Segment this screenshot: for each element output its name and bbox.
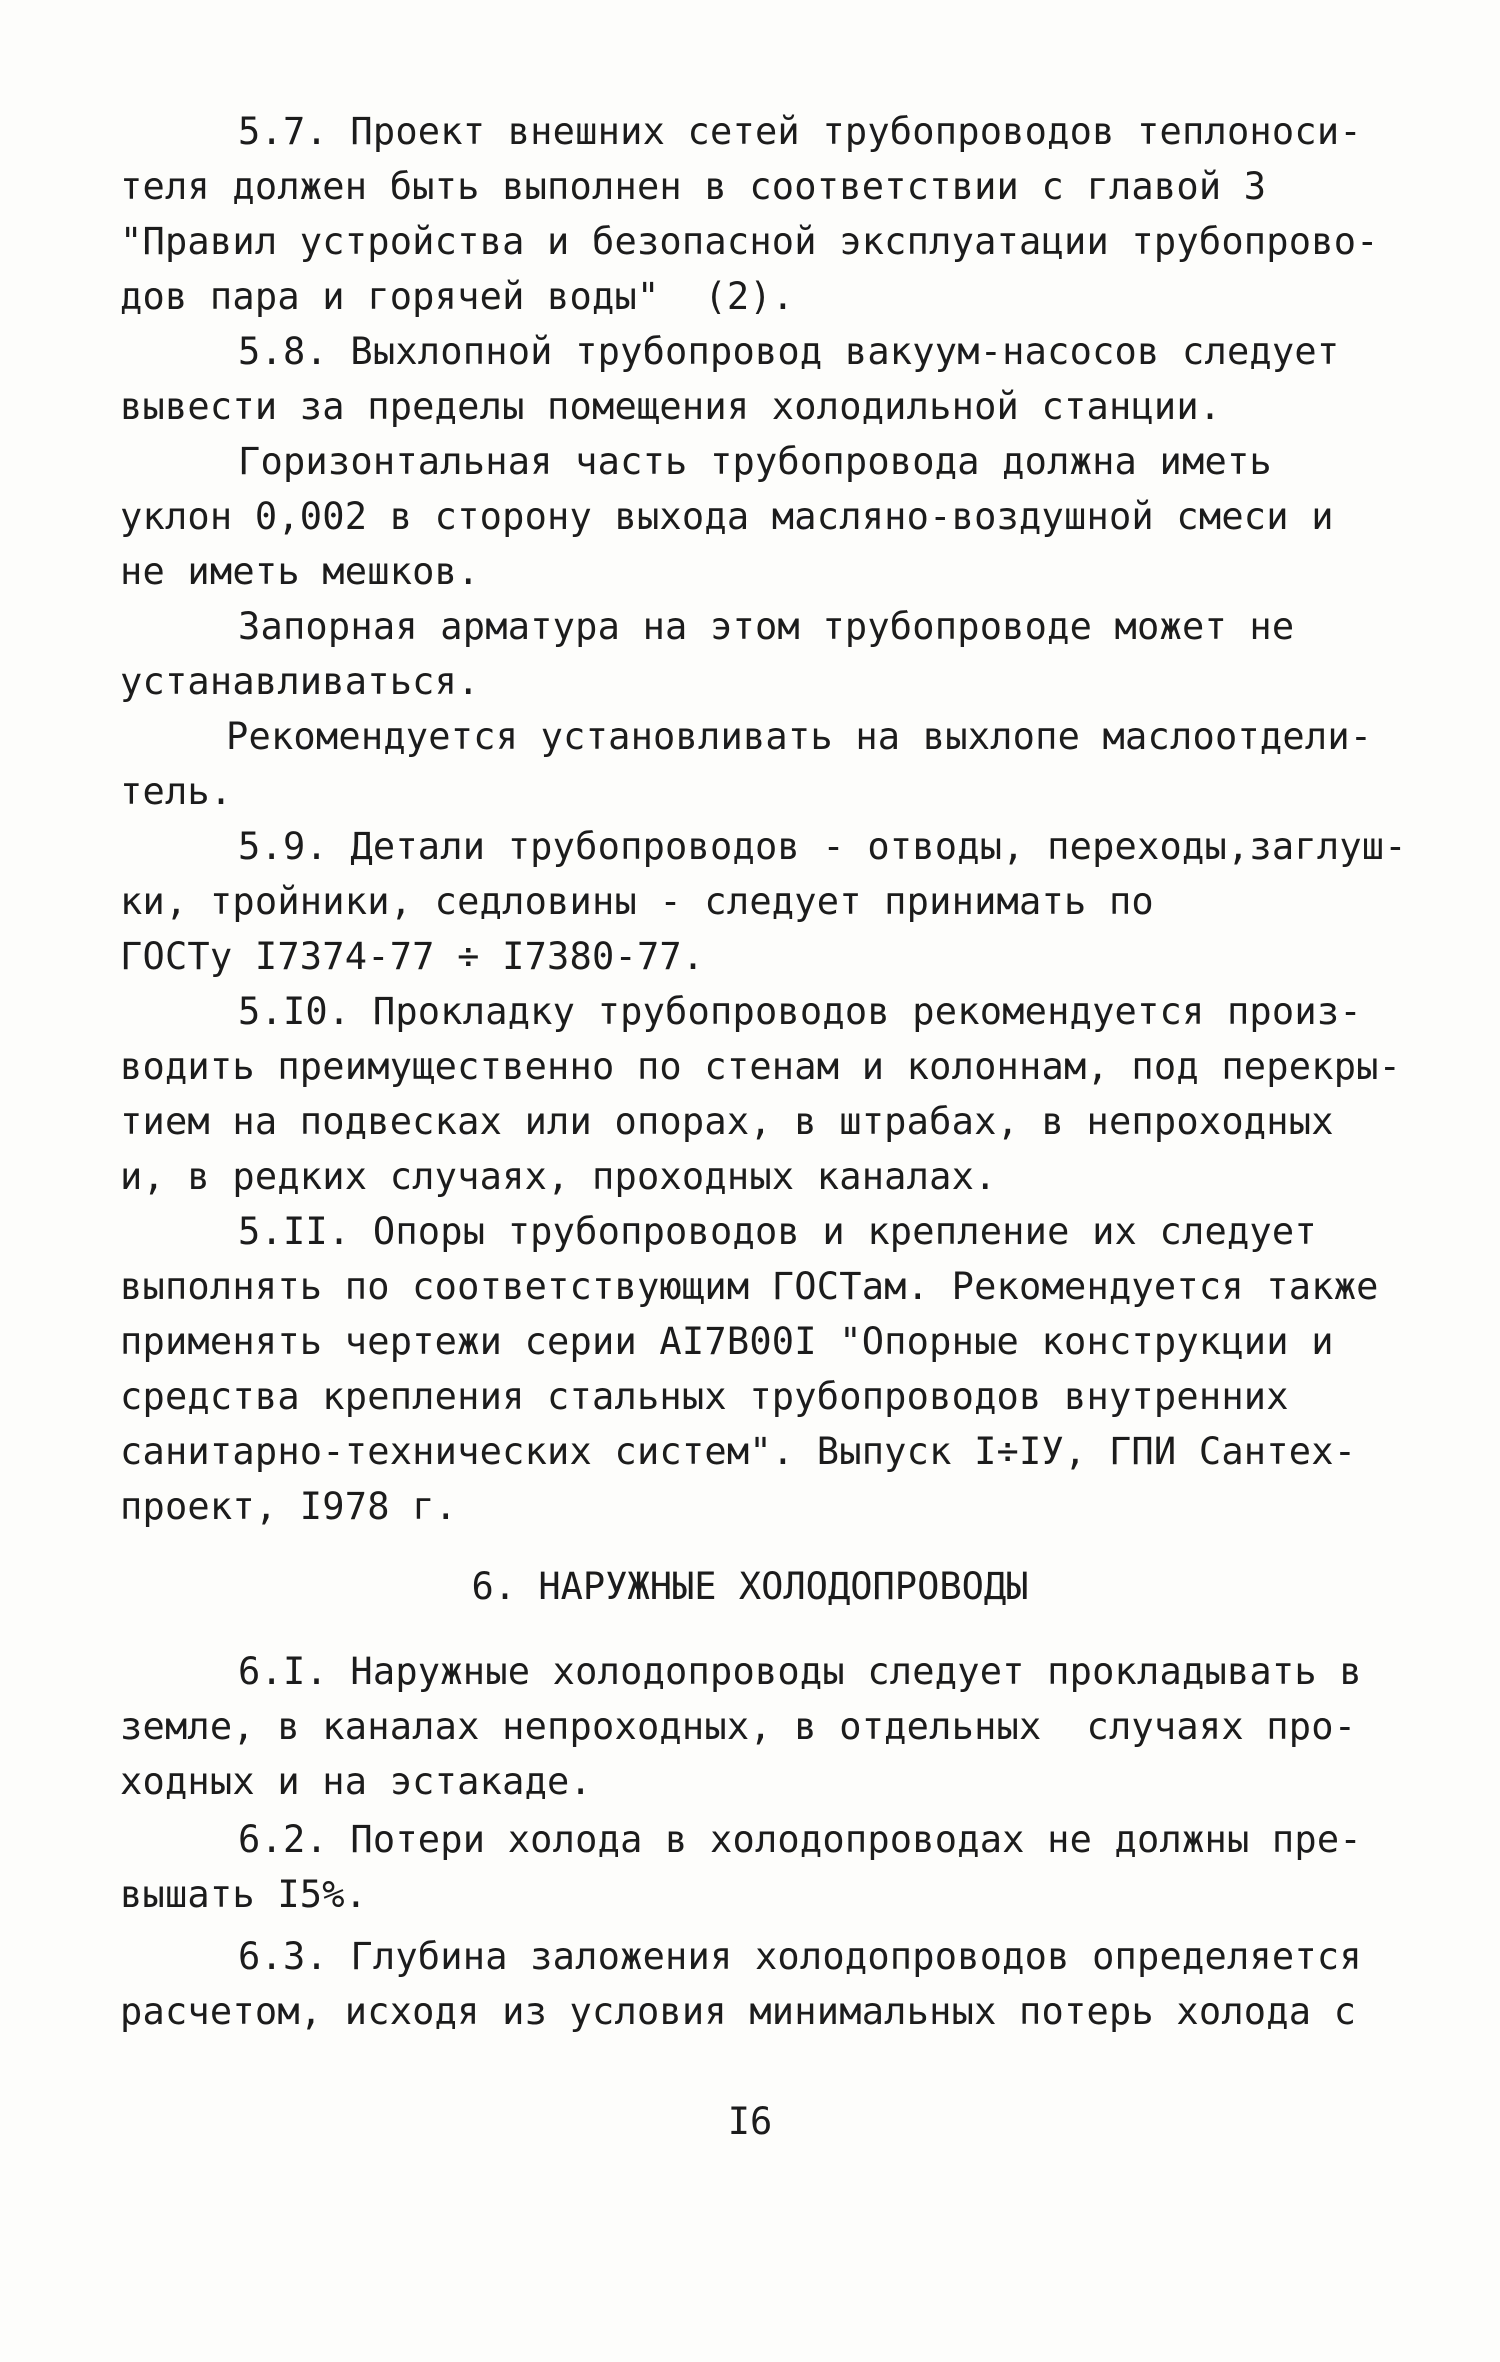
paragraph-valves-line-2: устанавливаться.	[120, 660, 480, 703]
paragraph-5-11-line-2: выполнять по соответствующим ГОСТам. Рекомендуется также	[120, 1265, 1379, 1308]
paragraph-horizontal-line-3: не иметь мешков.	[120, 550, 480, 593]
paragraph-5-7-line-3: "Правил устройства и безопасной эксплуатации трубопрово-	[120, 220, 1379, 263]
paragraph-5-10-line-2: водить преимущественно по стенам и колоннам, под перекры-	[120, 1045, 1402, 1088]
paragraph-valves-line-1: Запорная арматура на этом трубопроводе может не	[238, 605, 1295, 648]
paragraph-5-10-line-1: 5.I0. Прокладку трубопроводов рекомендуется произ-	[238, 990, 1362, 1033]
paragraph-5-8-line-2: вывести за пределы помещения холодильной станции.	[120, 385, 1222, 428]
paragraph-6-1-line-3: ходных и на эстакаде.	[120, 1760, 592, 1803]
paragraph-6-1-line-2: земле, в каналах непроходных, в отдельных случаях про-	[120, 1705, 1357, 1748]
paragraph-6-2-line-1: 6.2. Потери холода в холодопроводах не должны пре-	[238, 1818, 1362, 1861]
paragraph-5-11-line-6: проект, I978 г.	[120, 1485, 458, 1528]
paragraph-6-3-line-2: расчетом, исходя из условия минимальных потерь холода с	[120, 1990, 1357, 2033]
section-heading: 6. НАРУЖНЫЕ ХОЛОДОПРОВОДЫ	[471, 1565, 1029, 1608]
paragraph-6-2-line-2: вышать I5%.	[120, 1873, 368, 1916]
paragraph-separator-line-2: тель.	[120, 770, 233, 813]
paragraph-5-9-line-3: ГОСТу I7374-77 ÷ I7380-77.	[120, 935, 705, 978]
paragraph-5-7-line-1: 5.7. Проект внешних сетей трубопроводов теплоноси-	[238, 110, 1362, 153]
paragraph-5-11-line-5: санитарно-технических систем". Выпуск I÷IУ, ГПИ Сантех-	[120, 1430, 1357, 1473]
paragraph-5-10-line-3: тием на подвесках или опорах, в штрабах, в непроходных	[120, 1100, 1334, 1143]
page-number: I6	[727, 2100, 773, 2143]
paragraph-5-9-line-2: ки, тройники, седловины - следует принимать по	[120, 880, 1154, 923]
paragraph-separator-line-1: Рекомендуется установливать на выхлопе маслоотдели-	[226, 715, 1373, 758]
paragraph-5-7-line-4: дов пара и горячей воды" (2).	[120, 275, 795, 318]
paragraph-5-8-line-1: 5.8. Выхлопной трубопровод вакуум-насосов следует	[238, 330, 1340, 373]
paragraph-horizontal-line-2: уклон 0,002 в сторону выхода масляно-воздушной смеси и	[120, 495, 1334, 538]
paragraph-5-11-line-1: 5.II. Опоры трубопроводов и крепление их следует	[238, 1210, 1317, 1253]
paragraph-horizontal-line-1: Горизонтальная часть трубопровода должна иметь	[238, 440, 1272, 483]
paragraph-5-10-line-4: и, в редких случаях, проходных каналах.	[120, 1155, 997, 1198]
paragraph-5-11-line-3: применять чертежи серии AI7B00I "Опорные конструкции и	[120, 1320, 1334, 1363]
paragraph-5-11-line-4: средства крепления стальных трубопроводов внутренних	[120, 1375, 1289, 1418]
paragraph-6-3-line-1: 6.3. Глубина заложения холодопроводов определяется	[238, 1935, 1362, 1978]
paragraph-6-1-line-1: 6.I. Наружные холодопроводы следует прокладывать в	[238, 1650, 1362, 1693]
paragraph-5-9-line-1: 5.9. Детали трубопроводов - отводы, переходы,заглуш-	[238, 825, 1407, 868]
paragraph-5-7-line-2: теля должен быть выполнен в соответствии с главой 3	[120, 165, 1267, 208]
